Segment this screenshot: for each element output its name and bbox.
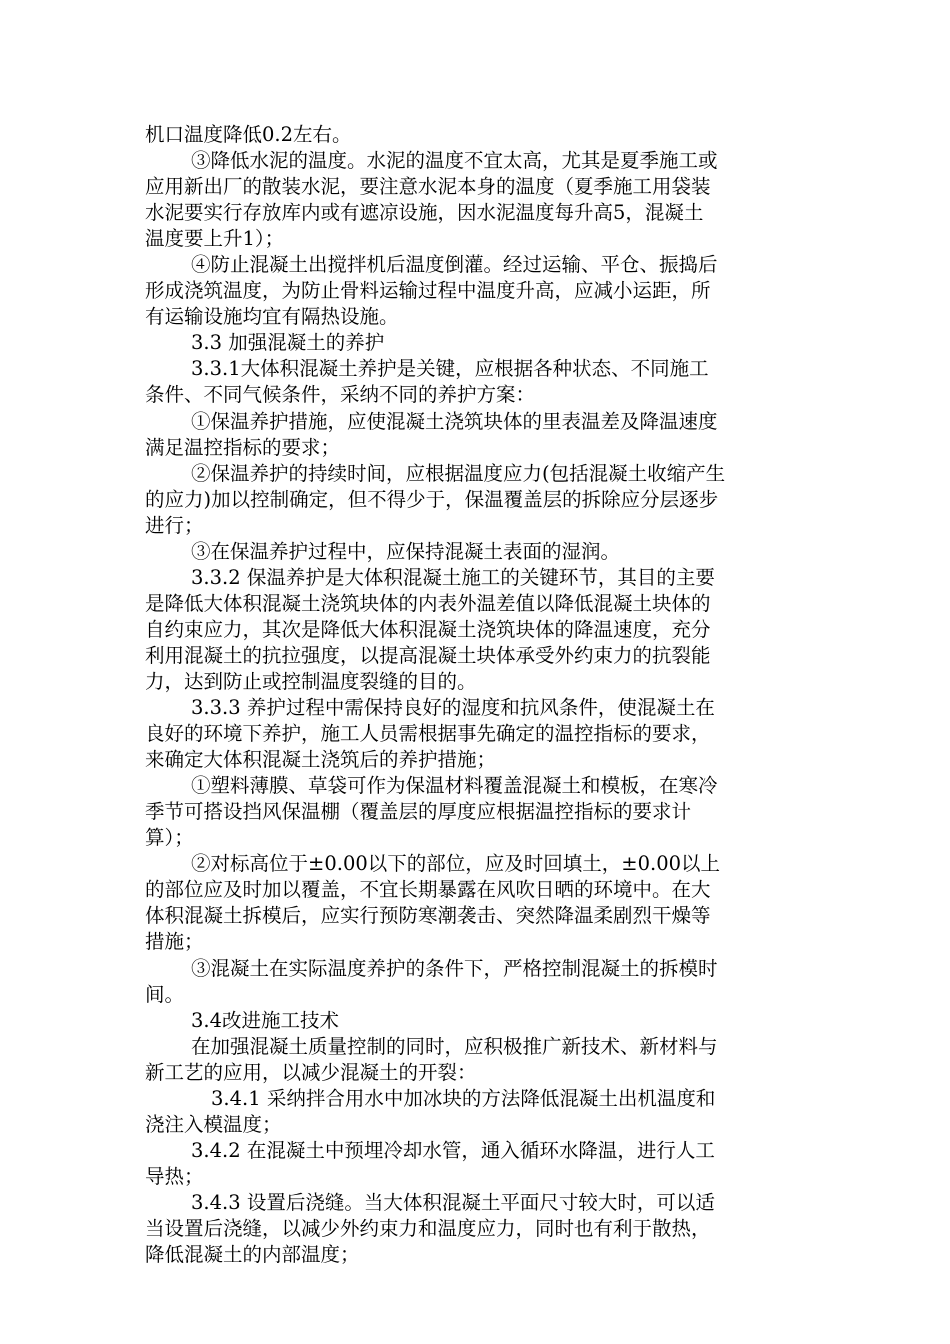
text-line: 季节可搭设挡风保温棚（覆盖层的厚度应根据温控指标的要求计: [145, 800, 692, 824]
text-line: 当设置后浇缝，以减少外约束力和温度应力，同时也有利于散热，: [145, 1216, 711, 1240]
text-line: 条件、不同气候条件，采纳不同的养护方案：: [145, 383, 536, 407]
text-line: 形成浇筑温度，为防止骨料运输过程中温度升高，应减小运距，所: [145, 279, 711, 303]
text-line: 满足温控指标的要求；: [145, 435, 341, 459]
text-line: 的应力)加以控制确定，但不得少于，保温覆盖层的拆除应分层逐步: [145, 487, 719, 511]
text-line: ①保温养护措施，应使混凝土浇筑块体的里表温差及降温速度: [191, 409, 718, 433]
text-line: 降低混凝土的内部温度；: [145, 1243, 360, 1267]
section-heading: 3.4改进施工技术: [191, 1008, 340, 1032]
text-line: 应用新出厂的散装水泥，要注意水泥本身的温度（夏季施工用袋装: [145, 175, 711, 199]
text-line: 3.3.3 养护过程中需保持良好的湿度和抗风条件，使混凝土在: [191, 696, 715, 720]
text-line: 措施；: [145, 930, 204, 954]
text-line: 3.4.3 设置后浇缝。当大体积混凝土平面尺寸较大时，可以适: [191, 1190, 715, 1214]
text-line: 间。: [145, 982, 185, 1006]
text-line: 3.4.2 在混凝土中预埋冷却水管，通入循环水降温，进行人工: [191, 1138, 715, 1162]
text-line: 力，达到防止或控制温度裂缝的目的。: [145, 669, 477, 693]
text-line: 利用混凝土的抗拉强度，以提高混凝土块体承受外约束力的抗裂能: [145, 643, 711, 667]
text-line: 温度要上升1）；: [145, 227, 285, 251]
text-line: ②对标高位于±0.00以下的部位，应及时回填土，±0.00以上: [191, 852, 721, 876]
text-line: ③混凝土在实际温度养护的条件下，严格控制混凝土的拆模时: [191, 956, 718, 980]
text-line: 新工艺的应用，以减少混凝土的开裂：: [145, 1060, 477, 1084]
text-line: 在加强混凝土质量控制的同时，应积极推广新技术、新材料与: [191, 1034, 718, 1058]
text-line: 的部位应及时加以覆盖，不宜长期暴露在风吹日晒的环境中。在大: [145, 878, 711, 902]
text-line: ③降低水泥的温度。水泥的温度不宜太高，尤其是夏季施工或: [191, 149, 718, 173]
text-line: 3.3.1大体积混凝土养护是关键，应根据各种状态、不同施工: [191, 357, 709, 381]
text-line: 自约束应力，其次是降低大体积混凝土浇筑块体的降温速度，充分: [145, 617, 711, 641]
text-line: 3.4.1 采纳拌合用水中加冰块的方法降低混凝土出机温度和: [211, 1086, 716, 1110]
document-body: [145, 122, 813, 1268]
text-line: 导热；: [145, 1164, 204, 1188]
text-line: 有运输设施均宜有隔热设施。: [145, 305, 399, 329]
text-line: 是降低大体积混凝土浇筑块体的内表外温差值以降低混凝土块体的: [145, 591, 711, 615]
text-line: 水泥要实行存放库内或有遮凉设施，因水泥温度每升高5，混凝土: [145, 201, 704, 225]
text-line: 浇注入模温度；: [145, 1112, 282, 1136]
text-line: 3.3.2 保温养护是大体积混凝土施工的关键环节，其目的主要: [191, 565, 715, 589]
text-line: 进行；: [145, 513, 204, 537]
text-line: ③在保温养护过程中，应保持混凝土表面的湿润。: [191, 539, 621, 563]
text-line: ②保温养护的持续时间，应根据温度应力(包括混凝土收缩产生: [191, 461, 726, 485]
section-heading: 3.3 加强混凝土的养护: [191, 331, 385, 355]
text-line: 机口温度降低0.2左右。: [145, 123, 352, 146]
text-line: 良好的环境下养护，施工人员需根据事先确定的温控指标的要求，: [145, 722, 711, 746]
text-line: 来确定大体积混凝土浇筑后的养护措施；: [145, 748, 497, 772]
text-line: ①塑料薄膜、草袋可作为保温材料覆盖混凝土和模板，在寒冷: [191, 774, 718, 798]
text-line: ④防止混凝土出搅拌机后温度倒灌。经过运输、平仓、振捣后: [191, 253, 718, 277]
text-line: 算）；: [145, 826, 194, 850]
text-line: 体积混凝土拆模后，应实行预防寒潮袭击、突然降温柔剧烈干燥等: [145, 904, 711, 928]
